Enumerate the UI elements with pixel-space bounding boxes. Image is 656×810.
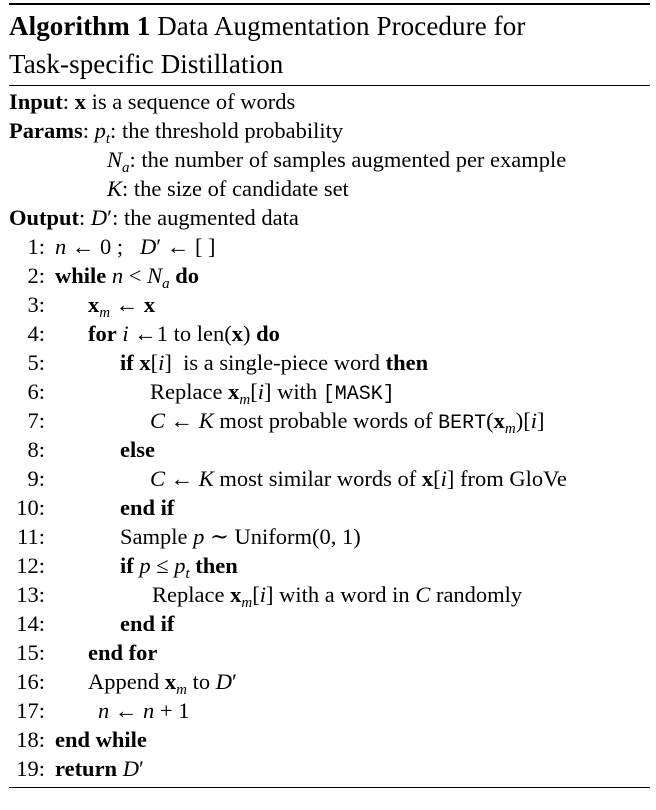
keyword-while: while [55, 263, 107, 288]
params-text-2: the number of samples augmented per example [141, 147, 567, 172]
for-range-text: to len( [173, 321, 232, 346]
code-line-1: 1: n ← 0 ; D′ ← [ ] [9, 232, 650, 261]
algorithm-body [9, 86, 650, 783]
keyword-else: else [120, 437, 155, 462]
output-line: Output: D′: the augmented data [9, 205, 299, 230]
similar-text: most similar words of [219, 466, 417, 491]
params-line-3: K: the size of candidate set [107, 176, 349, 201]
keyword-do: do [256, 321, 280, 346]
line-number: 12: [16, 553, 45, 578]
input-text: is a sequence of words [91, 89, 296, 114]
bert-token: BERT [438, 412, 487, 435]
with-text: with [277, 379, 318, 404]
mask-token: [MASK] [322, 383, 395, 406]
line-number: 4: [27, 321, 45, 346]
code-line-6: 6: Replace $x_m[i]$ with [MASK] [9, 377, 650, 406]
line-number: 14: [16, 611, 45, 636]
keyword-return: return [55, 756, 118, 781]
params-line-1: Params: $p_t$: the threshold probability [9, 118, 344, 147]
keyword-for: for [88, 321, 117, 346]
input-line: Input: x is a sequence of words [9, 89, 296, 114]
keyword-if: if [120, 350, 134, 375]
code-line-8 [9, 435, 650, 464]
keyword-end-if: end if [120, 495, 175, 520]
keyword-end-while: end while [55, 727, 147, 752]
keyword-then: then [195, 553, 238, 578]
line-number: 1: [27, 234, 45, 259]
caption-line-1 [9, 7, 650, 45]
params-text-1: the threshold probability [121, 118, 344, 143]
line-number: 7: [27, 408, 45, 433]
randomly-text: randomly [435, 582, 523, 607]
line-number: 13: [16, 582, 45, 607]
code-line-18 [9, 725, 650, 754]
line-number: 2: [27, 263, 45, 288]
code-line-4: 4: for i ←1 to len(x) do [9, 319, 650, 348]
line-number: 8: [27, 437, 45, 462]
code-line-10 [9, 493, 650, 522]
append-text: Append [88, 669, 160, 694]
keyword-end-if: end if [120, 611, 175, 636]
code-line-7: 7: C ← K most probable words of $BERT(x_m)[i]$ [9, 406, 650, 435]
code-line-17: 17: n ← n + 1 [9, 696, 650, 725]
code-line-19: 19: return D′ [9, 754, 650, 783]
uniform-text: Uniform(0, 1) [234, 524, 361, 549]
probable-text: most probable words of [219, 408, 433, 433]
code-line-3: 3: $x_m$ ← x [9, 290, 650, 319]
code-line-12: 12: if $p \le p_t$ then [9, 551, 650, 580]
code-line-14 [9, 609, 650, 638]
code-line-11: 11: Sample p ∼ Uniform(0, 1) [9, 522, 650, 551]
line-number: 16: [16, 669, 45, 694]
line-number: 6: [27, 379, 45, 404]
from-glove-text: from GloVe [460, 466, 567, 491]
condition-text: is a single-piece word [183, 350, 380, 375]
to-text: to [192, 669, 211, 694]
params-text-3: the size of candidate set [133, 176, 349, 201]
output-text: the augmented data [123, 205, 299, 230]
code-line-13: 13: Replace $x_m[i]$ with a word in C randomly [9, 580, 650, 609]
code-line-5: 5: if x[i] is a single-piece word then [9, 348, 650, 377]
line-number: 19: [16, 756, 45, 781]
line-number: 18: [16, 727, 45, 752]
caption-line-2: Task-specific Distillation [9, 49, 284, 79]
keyword-do: do [175, 263, 199, 288]
code-line-9: 9: C ← K most similar words of x[i] from GloVe [9, 464, 650, 493]
keyword-then: then [385, 350, 429, 375]
line-number: 9: [27, 466, 45, 491]
algorithm-caption [9, 5, 650, 85]
sample-text: Sample [120, 524, 188, 549]
line-number: 3: [27, 292, 45, 317]
params-key: Params [9, 118, 83, 143]
line-number: 15: [16, 640, 45, 665]
algorithm-label: Algorithm 1 [9, 11, 151, 41]
replace-text: Replace [152, 582, 225, 607]
keyword-end-for: end for [88, 640, 158, 665]
code-line-15 [9, 638, 650, 667]
input-key: Input [9, 89, 63, 114]
code-line-16: 16: Append $x_m$ to D′ [9, 667, 650, 696]
line-number: 11: [17, 524, 45, 549]
keyword-if: if [120, 553, 134, 578]
line-number: 10: [16, 495, 45, 520]
bottom-rule [9, 787, 650, 788]
line-number: 5: [27, 350, 45, 375]
line-number: 17: [16, 698, 45, 723]
replace-text: Replace [150, 379, 223, 404]
output-key: Output [9, 205, 80, 230]
algorithm-box [9, 3, 650, 788]
with-word-text: with a word in [279, 582, 410, 607]
params-line-2: $N_a$: the number of samples augmented per example [107, 147, 567, 176]
code-line-2: 2: while $n < N_a$ do [9, 261, 650, 290]
caption-title-1: Data Augmentation Procedure for [157, 11, 526, 41]
